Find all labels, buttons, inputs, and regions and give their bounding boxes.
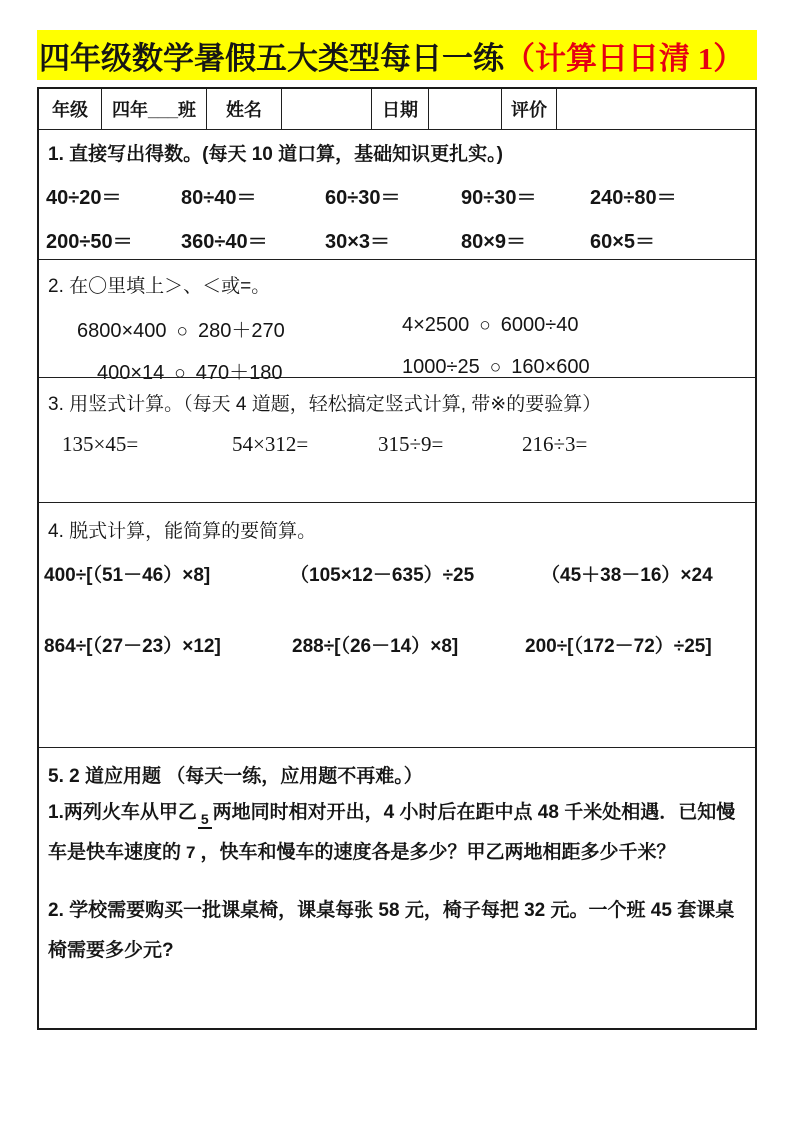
title-main-text: 四年级数学暑假五大类型每日一练 (39, 40, 504, 76)
comparison-circle: ○ (479, 315, 491, 336)
step-problems-row-1 (39, 560, 755, 587)
oral-problem: 360÷40＝ (181, 231, 268, 253)
comparison-right: 6000÷40 (500, 314, 579, 336)
vertical-problem: 315÷9= (378, 432, 444, 456)
step-problem: （105×12－635）÷25 (290, 565, 475, 586)
comparison-circle: ○ (174, 363, 186, 384)
worksheet-table (37, 87, 757, 1030)
oral-problems-row-2 (39, 225, 755, 254)
comparison-circle: ○ (489, 357, 502, 378)
oral-problem: 200÷50＝ (46, 231, 133, 253)
step-problem: 864÷[（27－23）×12] (44, 636, 221, 657)
wp1-text: 1.两列火车从甲乙 (48, 802, 197, 823)
word-problem-1-line-1 (48, 793, 747, 833)
comparison-left: 6800×400 (77, 320, 167, 342)
comparison-circle: ○ (176, 321, 189, 342)
date-label: 日期 (372, 89, 429, 129)
evaluation-blank-cell (557, 89, 755, 129)
comparison-left: 1000÷25 (402, 356, 480, 378)
vertical-problem: 135×45= (62, 432, 139, 456)
comparison-row-1 (39, 314, 755, 343)
word-problem-1 (39, 793, 755, 873)
oral-problem: 80×9＝ (461, 231, 527, 253)
page-title (37, 30, 757, 80)
section-step-calculation (39, 502, 755, 747)
section-oral-arithmetic (39, 129, 755, 259)
comparison-left: 4×2500 (402, 314, 470, 336)
oral-problem: 240÷80＝ (590, 187, 677, 209)
wp1-text: 车是快车速度的 (48, 842, 182, 863)
oral-problem: 90÷30＝ (461, 187, 537, 209)
evaluation-label: 评价 (502, 89, 557, 129)
name-label: 姓名 (207, 89, 282, 129)
section5-heading: 5. 2 道应用题 （每天一练，应用题不再难。） (48, 766, 423, 787)
section-word-problems (39, 747, 755, 1029)
oral-problems-row-1 (39, 181, 755, 210)
comparison-left: 400×14 (97, 362, 165, 384)
step-problem: （45＋38－16）×24 (541, 565, 713, 586)
section4-heading: 4. 脱式计算，能简算的要简算。 (48, 521, 317, 542)
grade-value: 四年___班 (102, 89, 207, 129)
grade-label: 年级 (39, 89, 102, 129)
comparison-right: 280＋270 (198, 320, 285, 342)
section-vertical-calculation (39, 377, 755, 502)
wp1-text: 两地同时相对开出，4 小时后在距中点 48 千米处相遇．已知慢 (212, 802, 736, 823)
comparison-right: 470＋180 (195, 362, 283, 384)
comparison-problem (77, 314, 402, 343)
section-comparison (39, 259, 755, 384)
info-row (39, 89, 755, 129)
comparison-right: 160×600 (511, 356, 590, 378)
vertical-problem: 54×312= (232, 432, 309, 456)
step-problem: 400÷[（51－46）×8] (44, 565, 211, 586)
word-problem-2: 2. 学校需要购买一批课桌椅，课桌每张 58 元，椅子每把 32 元。一个班 45 套课桌椅需要多少元? (48, 900, 735, 961)
step-problems-row-2 (39, 631, 755, 658)
wp1-text: ，快车和慢车的速度各是多少？甲乙两地相距多少千米？ (200, 842, 676, 863)
oral-problem: 60÷30＝ (325, 187, 401, 209)
comparison-problem (402, 314, 755, 343)
oral-problem: 30×3＝ (325, 231, 391, 253)
oral-problem: 80÷40＝ (181, 187, 257, 209)
word-problem-1-line-2 (48, 833, 747, 873)
name-blank-cell (282, 89, 372, 129)
vertical-problem: 216÷3= (522, 432, 588, 456)
oral-problem: 40÷20＝ (46, 187, 122, 209)
section1-heading: 1. 直接写出得数。(每天 10 道口算，基础知识更扎实。) (48, 144, 503, 165)
step-problem: 200÷[（172－72）÷25] (525, 636, 712, 657)
section2-heading: 2. 在〇里填上＞、＜或=。 (48, 276, 271, 297)
title-paren-text: （计算日日清 1） (504, 40, 745, 76)
oral-problem: 60×5＝ (590, 231, 656, 253)
fraction-denominator: 7 (186, 843, 196, 862)
date-blank-cell (429, 89, 502, 129)
fraction-numerator: 5 (198, 812, 212, 829)
vertical-problems-row (39, 432, 755, 457)
step-problem: 288÷[（26－14）×8] (292, 636, 459, 657)
section3-heading: 3. 用竖式计算。（每天 4 道题，轻松搞定竖式计算, 带※的要验算） (48, 394, 602, 415)
